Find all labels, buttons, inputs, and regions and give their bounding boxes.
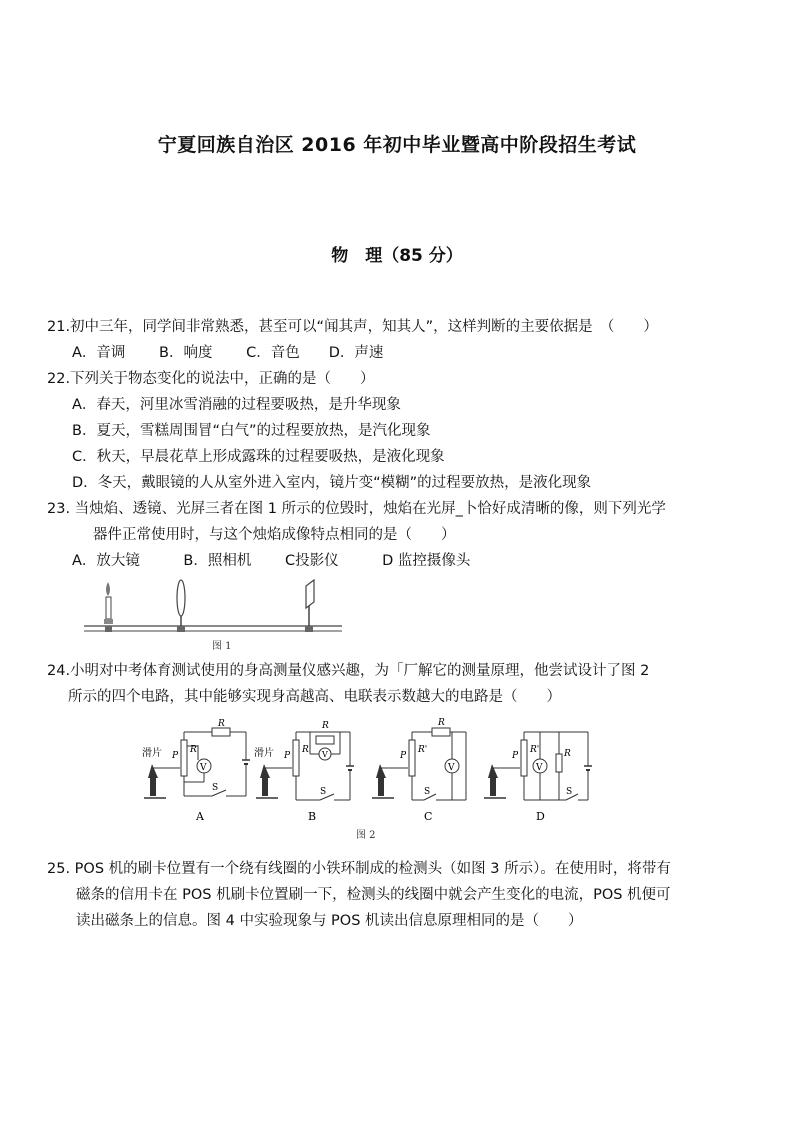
q24-stem-line2: 所示的四个电路，其中能够实现身高越高、电联表示数越大的电路是（ ） — [68, 689, 561, 705]
figure-2-caption: 图 2 — [356, 830, 376, 841]
q21-stem: 21.初中三年，同学间非常熟悉，甚至可以“闻其声，知其人”，这样判断的主要依据是 （ ） — [47, 319, 658, 335]
q23-options: A．放大镜 B．照相机 C投影仪 D 监控摄像头 — [72, 553, 471, 569]
svg-text:V: V — [322, 750, 328, 759]
circuit-label-b: B — [308, 810, 317, 823]
figure-1-optical-bench — [82, 576, 344, 654]
svg-text:V: V — [536, 763, 543, 773]
slider-label: 滑片 — [142, 748, 162, 759]
label-r: R — [218, 719, 225, 729]
q22-option-b: B．夏天，雪糕周围冒“白气”的过程要放热，是汽化现象 — [72, 423, 431, 439]
figure-1-caption: 图 1 — [212, 641, 232, 652]
lens-icon — [177, 580, 185, 632]
svg-text:R: R — [564, 749, 571, 759]
q25-stem-line2: 磁条的信用卡在 POS 机刷卡位置刷一下，检测头的线圈中就会产生变化的电流，POS 机便可 — [76, 887, 671, 903]
svg-text:R': R' — [530, 745, 540, 755]
figure-2-circuits — [138, 716, 594, 844]
label-s: S — [212, 783, 219, 793]
light-screen-icon — [305, 580, 314, 632]
q25-stem-line3: 读出磁条上的信息。图 4 中实验现象与 POS 机读出信息原理相同的是（ ） — [76, 913, 583, 929]
svg-text:V: V — [448, 763, 455, 773]
label-r-prime: R' — [190, 745, 200, 755]
circuit-d — [484, 732, 592, 823]
subject-title: 物 理（85 分） — [331, 246, 463, 266]
svg-text:P: P — [284, 751, 291, 761]
q22-option-c: C．秋天，早晨花草上形成露珠的过程要吸热，是液化现象 — [72, 449, 445, 465]
svg-text:P: P — [512, 751, 519, 761]
q23-stem-line1: 23. 当烛焰、透镜、光屏三者在图 1 所示的位毁时，烛焰在光屏_卜恰好成清晰的像，则下列光学 — [47, 501, 666, 517]
svg-text:R: R — [438, 718, 445, 728]
exam-title: 宁夏回族自治区 2016 年初中毕业暨高中阶段招生考试 — [157, 134, 637, 156]
circuit-label-c: C — [424, 810, 433, 823]
svg-text:S: S — [320, 787, 327, 797]
circuit-label-a: A — [196, 810, 204, 823]
svg-text:P: P — [400, 751, 407, 761]
circuit-c — [372, 718, 466, 823]
svg-text:S: S — [424, 787, 431, 797]
q22-option-a: A．春天，河里冰雪消融的过程要吸热，是升华现象 — [72, 397, 401, 413]
svg-text:R': R' — [302, 745, 312, 755]
svg-text:R: R — [322, 721, 329, 731]
label-p: P — [172, 751, 179, 761]
q24-stem-line1: 24.小明对中考体育测试使用的身高测量仪感兴趣，为「厂解它的测量原理，他尝试设计了图 2 — [47, 663, 650, 679]
circuit-b — [254, 721, 354, 823]
svg-text:R': R' — [418, 745, 428, 755]
q25-stem-line1: 25. POS 机的刷卡位置有一个绕有线圈的小铁环制成的检测头（如图 3 所示）。在使用时，将带有 — [47, 861, 671, 877]
svg-text:滑片: 滑片 — [254, 748, 274, 759]
q22-option-d: D．冬天，戴眼镜的人从室外进入室内，镜片变“模糊”的过程要放热，是液化现象 — [72, 475, 592, 491]
circuit-a — [142, 719, 250, 823]
candle-icon — [104, 582, 113, 632]
label-v: V — [200, 763, 207, 773]
q21-options: A．音调 B．响度 C．音色 D．声速 — [72, 345, 384, 361]
svg-text:S: S — [566, 787, 573, 797]
circuit-label-d: D — [536, 810, 545, 823]
q23-stem-line2: 器件正常使用时，与这个烛焰成像特点相同的是（ ） — [93, 527, 456, 543]
q22-stem: 22.下列关于物态变化的说法中，正确的是（ ） — [47, 371, 375, 387]
